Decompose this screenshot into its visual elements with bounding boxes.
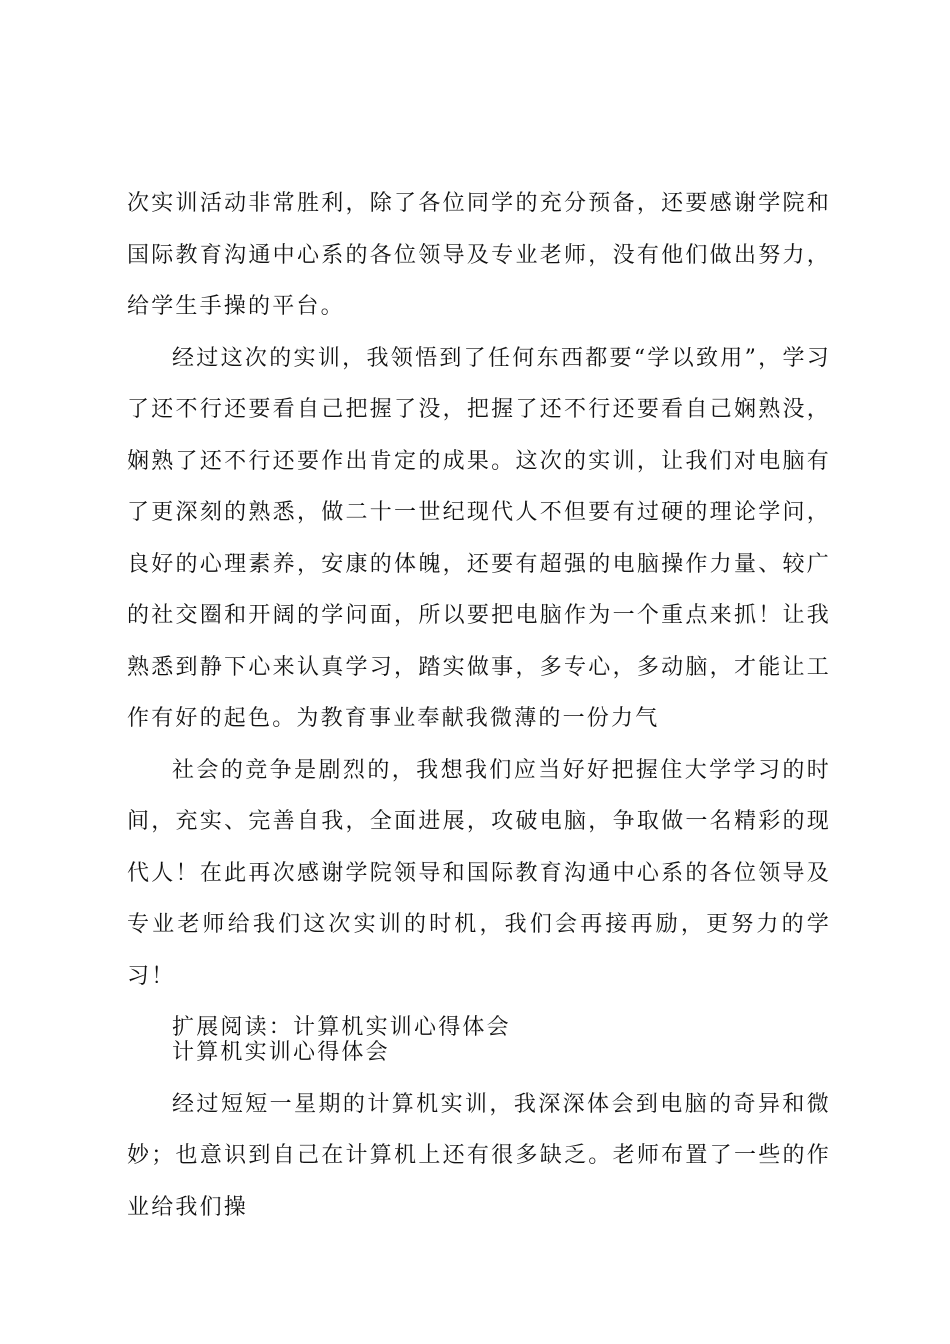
paragraph-competition: 社会的竞争是剧烈的，我想我们应当好好把握住大学学习的时间，充实、完善自我，全面进展，攻破电脑，争取做一名精彩的现代人！在此再次感谢学院领导和国际教育沟通中心系的各位领导及专业老师给我们这次实训的时机，我们会再接再励，更努力的学习！	[127, 757, 831, 989]
paragraph-thanks: 次实训活动非常胜利，除了各位同学的充分预备，还要感谢学院和国际教育沟通中心系的各位领导及专业老师，没有他们做出努力，给学生手操的平台。	[127, 191, 831, 319]
section-heading: 计算机实训心得体会	[172, 1040, 390, 1065]
paragraph-learning: 经过这次的实训，我领悟到了任何东西都要“学以致用”，学习了还不行还要看自己把握了没，把握了还不行还要看自己娴熟没，娴熟了还不行还要作出肯定的成果。这次的实训，让我们对电脑有了更深刻的熟悉，做二十一世纪现代人不但要有过硬的理论学问，良好的心理素养，安康的体魄，还要有超强的电脑操作力量、较广的社交圈和开阔的学问面，所以要把电脑作为一个重点来抓！让我熟悉到静下心来认真学习，踏实做事，多专心，多动脑，才能让工作有好的起色。为教育事业奉献我微薄的一份力气	[127, 345, 831, 731]
body-text-lower	[127, 1027, 831, 1233]
paragraph-intro: 经过短短一星期的计算机实训，我深深体会到电脑的奇异和微妙；也意识到自己在计算机上还有很多缺乏。老师布置了一些的作业给我们操	[127, 1091, 831, 1220]
extended-reading-label: 扩展阅读：计算机实训心得体会	[172, 1015, 511, 1040]
body-text-upper	[127, 178, 831, 1054]
